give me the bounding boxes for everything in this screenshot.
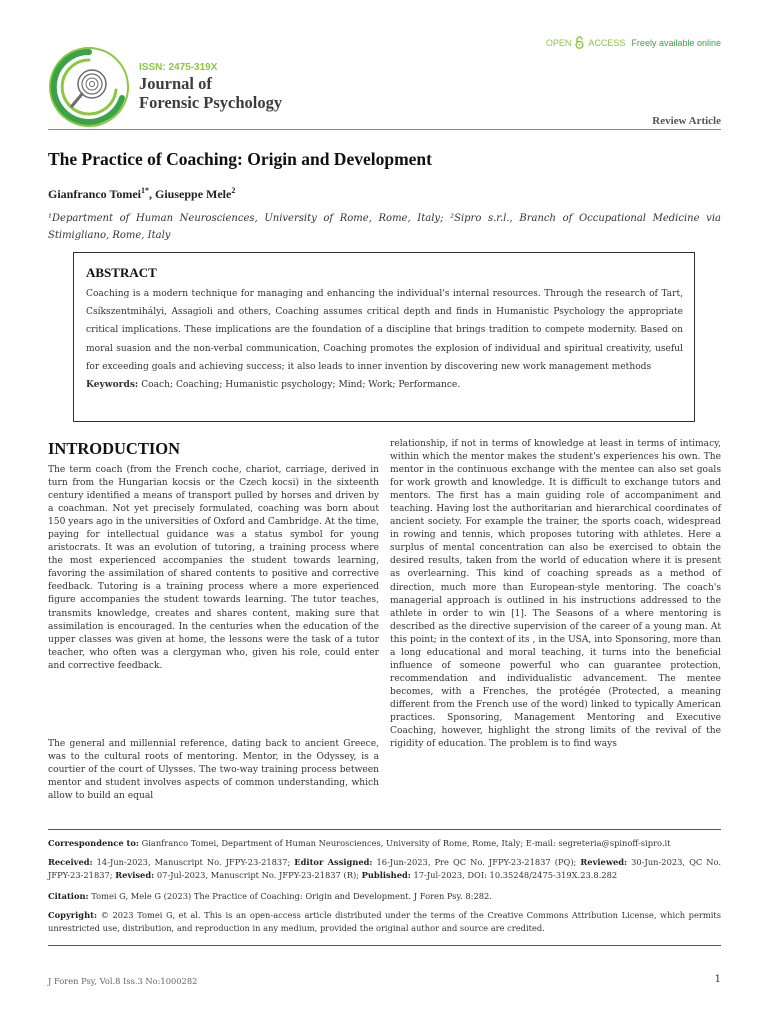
affiliations: ¹Department of Human Neurosciences, University of Rome, Rome, Italy; ²Sipro s.r.l., Branch of Occupational Medicine via Stimigliano, Rome, Italy	[48, 213, 721, 241]
citation-label: Citation:	[48, 891, 89, 901]
correspondence-label: Correspondence to:	[48, 838, 139, 848]
open-label: OPEN	[545, 37, 572, 48]
abstract-text: Coaching is a modern technique for managing and enhancing the individual's internal resources. Through the research of Tart, Csíkszentmihályi, Assagioli and others, Coaching assumes critical depth and finds in Humanistic Psychology the appropriate critical implications. These implications are the foundation of a discipline that brings tradition to compete modernity. Based on moral suasion and the non-verbal communication, Coaching promotes the explosion of individual and spiritual creativity, useful for exceeding goals and achieving success; it also leads to inner invention by discovering new work management methods	[86, 289, 683, 372]
journal-title	[139, 74, 282, 112]
author-name: Giuseppe Mele	[155, 187, 232, 201]
body-column-right	[390, 438, 721, 751]
running-footer: J Foren Psy, Vol.8 Iss.3 No:1000282	[48, 976, 198, 986]
keywords-list: Coach; Coaching; Humanistic psychology; Mind; Work; Performance.	[138, 380, 461, 391]
published-label: Published:	[361, 870, 411, 880]
author-superscript: 1*	[141, 186, 150, 195]
issn: ISSN: 2475-319X	[139, 62, 218, 73]
paragraph: The general and millennial reference, dating back to ancient Greece, was to the cultural roots of mentoring. Mentor, in the Odyssey, is a courtier of the court of Ulysses. The two-way training process between mentor and student involves aspects of common understanding, which allow to build an equal	[48, 739, 379, 802]
journal-logo	[48, 46, 130, 128]
journal-title-line2: Forensic Psychology	[139, 93, 283, 112]
received-label: Received:	[48, 857, 93, 867]
abstract-heading: ABSTRACT	[86, 265, 157, 280]
article-history	[48, 856, 721, 882]
keywords-label: Keywords:	[86, 379, 139, 391]
reviewed-text: 30-Jun-2023, QC No. JFPY-23-21837;	[48, 857, 721, 880]
header-divider	[48, 129, 721, 130]
keywords	[86, 376, 683, 394]
footer-divider	[48, 945, 721, 946]
author-superscript: 2	[231, 186, 236, 195]
correspondence	[48, 837, 721, 850]
journal-title-line1: Journal of	[139, 74, 212, 93]
editor-label: Editor Assigned:	[294, 857, 373, 867]
author-separator: ,	[149, 187, 156, 201]
copyright-text: © 2023 Tomei G, et al. This is an open-access article distributed under the terms of the Creative Commons Attribution License, which permits unrestricted use, distribution, and reproduction in any medium, provided the original author and source are credited.	[48, 910, 721, 933]
correspondence-text: Gianfranco Tomei, Department of Human Neurosciences, University of Rome, Rome, Italy; E-mail: segreteria@spinoff-sipro.it	[138, 838, 671, 848]
revised-text: 07-Jul-2023, Manuscript No. JFPY-23-21837 (R);	[154, 870, 362, 880]
open-access-badge	[546, 36, 721, 49]
copyright	[48, 909, 721, 935]
editor-text: 16-Jun-2023, Pre QC No. JFPY-23-21837 (PQ);	[372, 857, 581, 867]
body-column-left	[48, 464, 379, 673]
abstract-box	[73, 252, 695, 422]
paragraph: The term coach (from the French coche, chariot, carriage, derived in turn from the Hungarian kocsis or the Czech kocsi) in the sixteenth century identified a means of transport pulled by horses and driven by a coachman. Not yet precisely formulated, coaching was born about 150 years ago in the universities of Oxford and Cambridge. At the time, paying for intellectual guidance was a status symbol for young aristocrats. It was an evolution of tutoring, a training process where the most experienced accompanies the student towards learning, favoring the assimilation of shared contents to positive and corrective feedback. Tutoring is a training process where a more experienced figure accompanies the student towards learning. The tutor teaches, transmits knowledge, creates and shares content, making sure that assimilation is encouraged. In the centuries when the education of the upper classes was given at home, the lessons were the task of a tutor teacher, who often was a clergyman who, given his role, could enter and corrective feedback.	[48, 465, 379, 671]
open-lock-icon	[574, 36, 585, 49]
article-title: The Practice of Coaching: Origin and Development	[48, 149, 432, 169]
footnote-divider	[48, 829, 721, 830]
reviewed-label: Reviewed:	[580, 857, 628, 867]
section-heading: INTRODUCTION	[48, 439, 181, 458]
access-label: ACCESS	[588, 37, 626, 48]
author-list	[48, 186, 235, 202]
received-text: 14-Jun-2023, Manuscript No. JFPY-23-21837;	[92, 857, 295, 867]
revised-label: Revised:	[115, 870, 155, 880]
paragraph: relationship, if not in terms of knowledge at least in terms of intimacy, within which the mentor makes the student's experiences his own. The mentor in the continuous exchange with the mentee can also set goals for work growth and knowledge. It is difficult to exchange tutors and mentors. The first has a main guiding role of accompaniment and teaching. Having lost the authoritarian and hierarchical coordinates of ancient society. For example the trainer, the sports coach, widespread in rowing and tennis, which proposes tutoring with athletes. Here a surplus of mental concentration can also be exercised to obtain the desired results, taken from the world of education where it is present as overlearning. This kind of coaching spreads as a method of direction, much more than European-style mentoring. The coach's managerial approach is outlined in his instructions addressed to the athlete in order to win [1]. The Seasons of a where mentoring is described as the directive supervision of the career of a young man. At this point; in the context of its , in the USA, into Sponsoring, more than a long educational and moral teaching, it turns into the beneficial influence of someone powerful who can guarantee protection, recommendation and individualistic advancement. The mentee becomes, with a Frenches, the protégée (Protected, a meaning different from the French use of the word) linked to typically American practices. Sponsoring, Management Mentoring and Executive Coaching, however, highlight the strong limits of the revival of the rigidity of education. The problem is to find ways	[390, 439, 721, 750]
published-text: 17-Jul-2023, DOI: 10.35248/2475-319X.23.8.282	[410, 870, 618, 880]
citation-text: Tomei G, Mele G (2023) The Practice of Coaching: Origin and Development. J Foren Psy. 8:282.	[88, 891, 492, 901]
freely-available-label: Freely available online	[631, 37, 721, 48]
copyright-label: Copyright:	[48, 910, 98, 920]
author-name: Gianfranco Tomei	[48, 187, 142, 201]
page-number: 1	[714, 974, 721, 985]
body-column-left-lower	[48, 738, 379, 803]
article-type: Review Article	[652, 115, 721, 127]
citation	[48, 890, 721, 903]
